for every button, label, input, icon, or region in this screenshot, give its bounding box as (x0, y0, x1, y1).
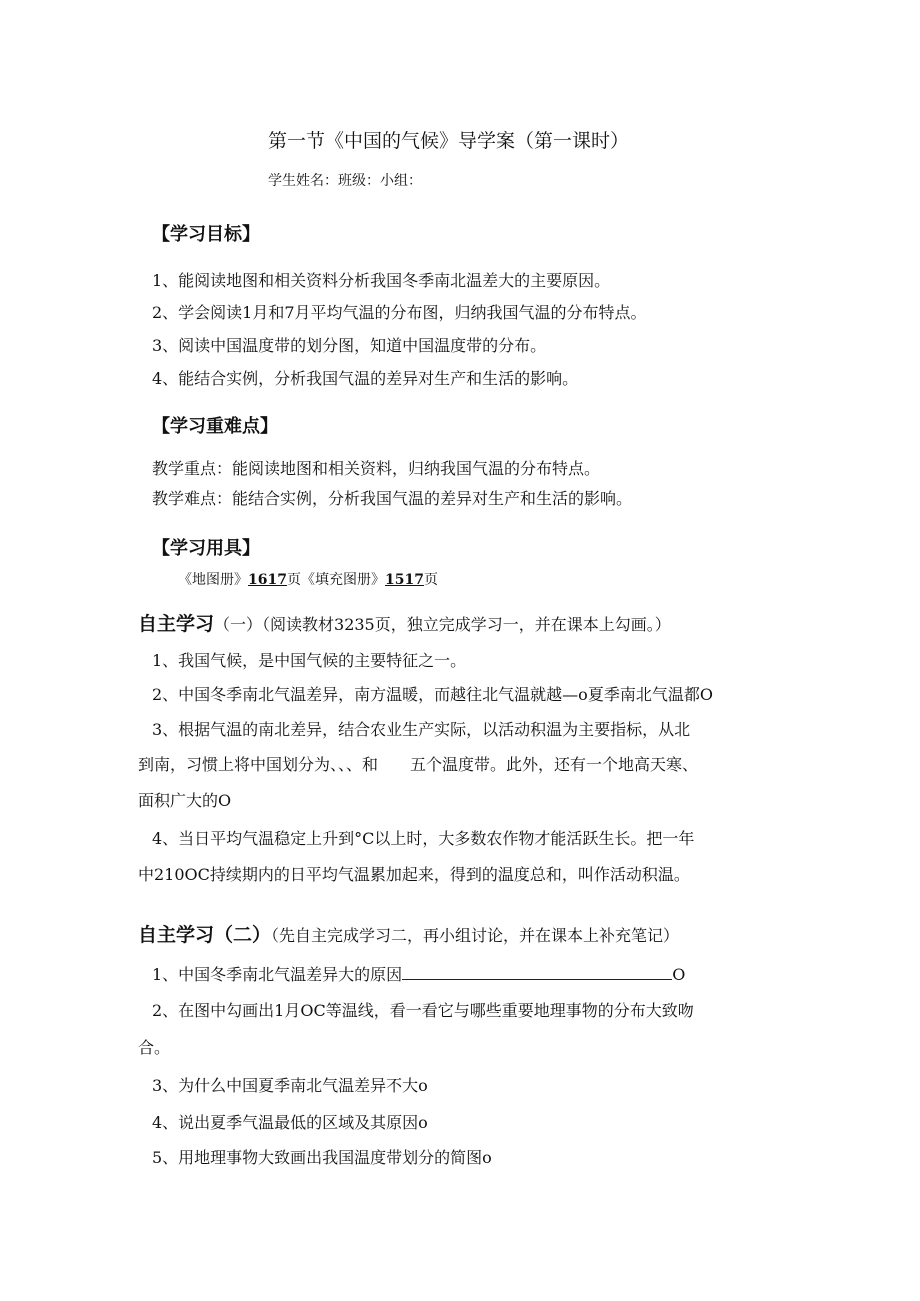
student-info: 学生姓名：班级：小组： (268, 173, 422, 189)
objective-item: 2、学会阅读1月和7月平均气温的分布图，归纳我国气温的分布特点。 (152, 303, 647, 322)
section-instruction: （先自主完成学习二，再小组讨论，并在课本上补充笔记） (271, 926, 680, 945)
section-title: 自主学习 (138, 613, 215, 635)
tools-line (178, 569, 438, 589)
question-line: 3、为什么中国夏季南北气温差异不大o (152, 1076, 428, 1095)
study-line: 3、根据气温的南北差异，结合农业生产实际，以活动积温为主要指标，从北 (152, 720, 691, 739)
section-instruction: （一）（阅读教材3235页，独立完成学习一，并在课本上勾画。） (214, 615, 671, 634)
objectives-heading: 【学习目标】 (152, 224, 260, 245)
atlas-pages: 1617 (248, 572, 287, 588)
fill-atlas-pages: 1517 (384, 572, 424, 588)
page-word: 页 (423, 572, 438, 588)
tools-heading: 【学习用具】 (152, 538, 260, 559)
study-line: 中210OC持续期内的日平均气温累加起来，得到的温度总和，叫作活动积温。 (138, 865, 690, 884)
question-end: O (672, 965, 686, 984)
question-text: 1、中国冬季南北气温差异大的原因 (152, 965, 403, 984)
key-points-heading: 【学习重难点】 (152, 416, 278, 437)
question-line: 5、用地理事物大致画出我国温度带划分的简图o (152, 1148, 492, 1167)
section-title: 自主学习（二） (138, 924, 272, 946)
study-line: 1、我国气候，是中国气候的主要特征之一。 (152, 651, 467, 670)
question-line: 4、说出夏季气温最低的区域及其原因o (152, 1113, 428, 1132)
key-point-item: 教学重点：能阅读地图和相关资料，归纳我国气温的分布特点。 (152, 459, 601, 478)
objective-item: 4、能结合实例，分析我国气温的差异对生产和生活的影响。 (152, 369, 579, 388)
key-point-item: 教学难点：能结合实例，分析我国气温的差异对生产和生活的影响。 (152, 489, 633, 508)
answer-blank[interactable] (402, 965, 672, 980)
study-line: 4、当日平均气温稳定上升到°C以上时，大多数农作物才能活跃生长。把一年 (152, 829, 695, 848)
question-line: 2、在图中勾画出1月OC等温线，看一看它与哪些重要地理事物的分布大致吻 (152, 1001, 694, 1020)
objective-item: 3、阅读中国温度带的划分图，知道中国温度带的分布。 (152, 336, 547, 355)
self-study-2-heading (138, 920, 679, 947)
page-title: 第一节《中国的气候》导学案（第一课时） (268, 130, 630, 152)
study-line: 2、中国冬季南北气温差异，南方温暖，而越往北气温就越—o夏季南北气温都O (152, 685, 713, 704)
page-word: 页《填充图册》 (286, 572, 385, 588)
question-line (152, 962, 685, 985)
study-line: 到南，习惯上将中国划分为、、、和 五个温度带。此外，还有一个地高天寒、 (138, 755, 699, 774)
objective-item: 1、能阅读地图和相关资料分析我国冬季南北温差大的主要原因。 (152, 271, 611, 290)
atlas-label: 《地图册》 (178, 572, 248, 588)
study-line: 面积广大的O (138, 791, 232, 810)
self-study-1-heading (138, 609, 671, 636)
question-line: 合。 (138, 1038, 171, 1057)
